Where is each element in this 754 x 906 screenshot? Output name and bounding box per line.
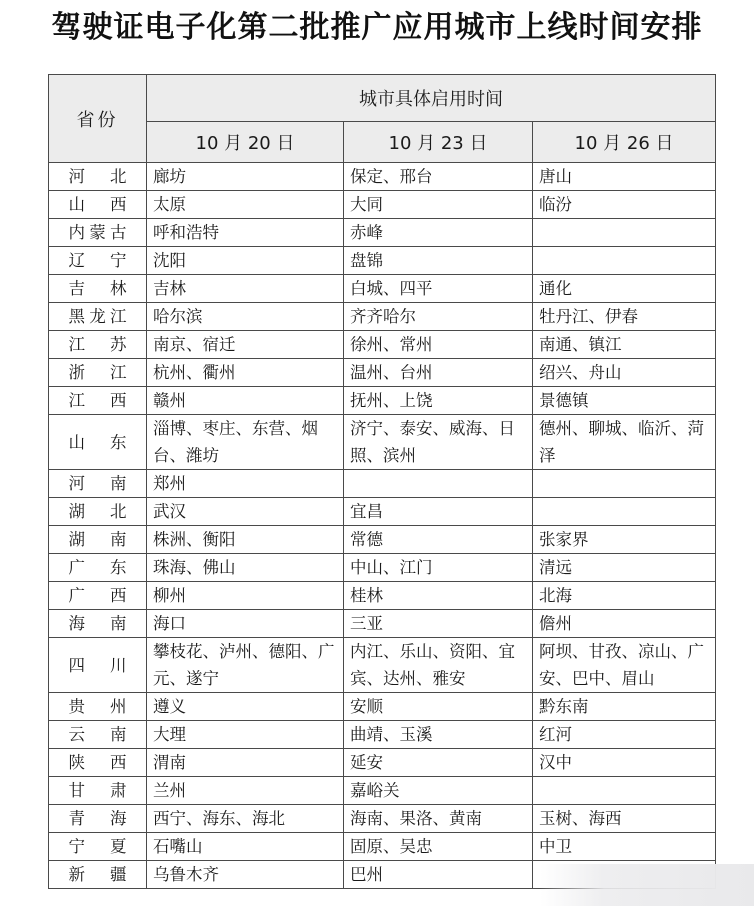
oct23-cities-cell	[344, 861, 533, 889]
province-name: 甘肃	[68, 781, 127, 800]
oct23-cities-cell	[344, 387, 533, 415]
oct20-cities: 柳州	[153, 586, 186, 605]
oct26-cities-cell	[533, 387, 716, 415]
oct20-cities: 呼和浩特	[153, 223, 219, 242]
province-name: 江西	[68, 391, 127, 410]
table-row	[49, 554, 716, 582]
oct23-cities-cell	[344, 359, 533, 387]
oct20-cities: 大理	[153, 725, 186, 744]
oct20-cities: 杭州、衢州	[153, 363, 236, 382]
oct20-cities: 武汉	[153, 502, 186, 521]
oct26-cities: 唐山	[539, 167, 572, 186]
oct23-cities: 白城、四平	[350, 279, 433, 298]
province-cell	[49, 638, 147, 693]
oct26-cities-cell	[533, 303, 716, 331]
oct23-cities-cell	[344, 470, 533, 498]
oct20-cities: 株洲、衡阳	[153, 530, 236, 549]
oct23-cities: 赤峰	[350, 223, 383, 242]
province-name: 贵州	[68, 697, 127, 716]
oct20-cities: 太原	[153, 195, 186, 214]
oct20-cities: 廊坊	[153, 167, 186, 186]
oct23-cities: 中山、江门	[350, 558, 433, 577]
oct23-cities-cell	[344, 191, 533, 219]
oct23-cities-cell	[344, 554, 533, 582]
oct23-cities: 三亚	[350, 614, 383, 633]
oct20-cities-cell	[147, 582, 344, 610]
oct23-cities: 大同	[350, 195, 383, 214]
table-row	[49, 693, 716, 721]
province-cell	[49, 526, 147, 554]
oct23-cities-cell	[344, 805, 533, 833]
oct23-cities-cell	[344, 777, 533, 805]
table-row	[49, 191, 716, 219]
oct20-cities-cell	[147, 219, 344, 247]
oct23-cities: 曲靖、玉溪	[350, 725, 433, 744]
oct20-cities-cell	[147, 191, 344, 219]
oct23-cities: 海南、果洛、黄南	[350, 809, 482, 828]
oct20-cities-cell	[147, 470, 344, 498]
oct23-cities: 常德	[350, 530, 383, 549]
oct20-cities: 攀枝花、泸州、德阳、广元、遂宁	[153, 642, 335, 688]
province-cell	[49, 610, 147, 638]
oct26-cities-cell	[533, 610, 716, 638]
oct20-cities-cell	[147, 303, 344, 331]
oct23-cities: 桂林	[350, 586, 383, 605]
oct26-cities: 通化	[539, 279, 572, 298]
province-name: 江苏	[68, 335, 127, 354]
oct23-cities: 宜昌	[350, 502, 383, 521]
province-cell	[49, 582, 147, 610]
bottom-overlay-bar	[540, 864, 754, 906]
province-cell	[49, 359, 147, 387]
oct20-cities-cell	[147, 833, 344, 861]
oct26-cities: 绍兴、舟山	[539, 363, 622, 382]
oct26-cities: 阿坝、甘孜、凉山、广安、巴中、眉山	[539, 642, 704, 688]
oct26-cities: 临汾	[539, 195, 572, 214]
oct23-cities: 温州、台州	[350, 363, 433, 382]
province-name: 广东	[68, 558, 127, 577]
oct20-cities: 淄博、枣庄、东营、烟台、潍坊	[153, 419, 318, 465]
oct26-cities: 中卫	[539, 837, 572, 856]
province-cell	[49, 861, 147, 889]
date-header-oct23: 10 月 23 日	[344, 122, 533, 163]
oct23-cities-cell	[344, 721, 533, 749]
oct23-cities: 固原、吴忠	[350, 837, 433, 856]
province-name: 吉林	[68, 279, 127, 298]
oct20-cities-cell	[147, 721, 344, 749]
province-cell	[49, 554, 147, 582]
province-name: 辽宁	[68, 251, 127, 270]
oct20-cities-cell	[147, 359, 344, 387]
province-column-header: 省份	[49, 75, 147, 163]
table-row	[49, 805, 716, 833]
oct26-cities: 南通、镇江	[539, 335, 622, 354]
province-cell	[49, 749, 147, 777]
oct26-cities-cell	[533, 359, 716, 387]
oct26-cities-cell	[533, 163, 716, 191]
oct26-cities: 汉中	[539, 753, 572, 772]
oct20-cities-cell	[147, 387, 344, 415]
date-header-oct26: 10 月 26 日	[533, 122, 716, 163]
table-row	[49, 777, 716, 805]
oct20-cities-cell	[147, 610, 344, 638]
province-name: 内蒙古	[68, 223, 127, 242]
oct26-cities: 张家界	[539, 530, 589, 549]
table-row	[49, 163, 716, 191]
oct26-cities: 儋州	[539, 614, 572, 633]
oct26-cities: 玉树、海西	[539, 809, 622, 828]
table-row	[49, 247, 716, 275]
table-row	[49, 610, 716, 638]
oct26-cities-cell	[533, 554, 716, 582]
oct23-cities: 安顺	[350, 697, 383, 716]
province-cell	[49, 777, 147, 805]
table-row	[49, 359, 716, 387]
oct26-cities-cell	[533, 498, 716, 526]
oct23-cities: 巴州	[350, 865, 383, 884]
table-row	[49, 415, 716, 470]
oct23-cities-cell	[344, 833, 533, 861]
province-cell	[49, 303, 147, 331]
province-name: 河南	[68, 474, 127, 493]
oct20-cities: 吉林	[153, 279, 186, 298]
oct26-cities-cell	[533, 219, 716, 247]
province-cell	[49, 470, 147, 498]
oct26-cities: 景德镇	[539, 391, 589, 410]
schedule-table	[48, 74, 716, 889]
oct26-cities-cell	[533, 833, 716, 861]
table-row	[49, 219, 716, 247]
province-name: 山东	[68, 432, 127, 452]
oct26-cities: 清远	[539, 558, 572, 577]
province-cell	[49, 163, 147, 191]
date-header-oct20: 10 月 20 日	[147, 122, 344, 163]
oct23-cities-cell	[344, 749, 533, 777]
oct26-cities-cell	[533, 721, 716, 749]
oct23-cities: 徐州、常州	[350, 335, 433, 354]
oct20-cities-cell	[147, 275, 344, 303]
oct26-cities-cell	[533, 693, 716, 721]
oct20-cities-cell	[147, 331, 344, 359]
oct26-cities: 牡丹江、伊春	[539, 307, 638, 326]
oct26-cities-cell	[533, 526, 716, 554]
province-cell	[49, 498, 147, 526]
oct26-cities-cell	[533, 247, 716, 275]
oct23-cities: 济宁、泰安、威海、日照、滨州	[350, 419, 515, 465]
oct26-cities: 北海	[539, 586, 572, 605]
oct26-cities: 红河	[539, 725, 572, 744]
oct23-cities: 内江、乐山、资阳、宜宾、达州、雅安	[350, 642, 515, 688]
oct20-cities: 乌鲁木齐	[153, 865, 219, 884]
table-row	[49, 303, 716, 331]
oct20-cities-cell	[147, 777, 344, 805]
oct23-cities: 抚州、上饶	[350, 391, 433, 410]
province-name: 陕西	[68, 753, 127, 772]
oct20-cities: 哈尔滨	[153, 307, 203, 326]
province-cell	[49, 415, 147, 470]
group-header: 城市具体启用时间	[147, 75, 716, 122]
oct26-cities-cell	[533, 749, 716, 777]
oct26-cities: 德州、聊城、临沂、菏泽	[539, 419, 704, 465]
province-cell	[49, 721, 147, 749]
province-cell	[49, 331, 147, 359]
oct26-cities-cell	[533, 191, 716, 219]
oct20-cities: 珠海、佛山	[153, 558, 236, 577]
oct23-cities-cell	[344, 415, 533, 470]
oct20-cities: 渭南	[153, 753, 186, 772]
oct26-cities-cell	[533, 777, 716, 805]
oct26-cities-cell	[533, 582, 716, 610]
oct26-cities-cell	[533, 275, 716, 303]
province-cell	[49, 693, 147, 721]
table-row	[49, 638, 716, 693]
oct20-cities-cell	[147, 163, 344, 191]
province-name: 浙江	[68, 363, 127, 382]
table-body	[49, 163, 716, 889]
table-row	[49, 470, 716, 498]
oct26-cities-cell	[533, 638, 716, 693]
province-name: 湖南	[68, 530, 127, 549]
oct20-cities: 沈阳	[153, 251, 186, 270]
oct23-cities: 盘锦	[350, 251, 383, 270]
oct20-cities-cell	[147, 861, 344, 889]
table-row	[49, 526, 716, 554]
table-row	[49, 331, 716, 359]
oct23-cities: 齐齐哈尔	[350, 307, 416, 326]
oct23-cities-cell	[344, 219, 533, 247]
province-cell	[49, 387, 147, 415]
oct23-cities-cell	[344, 610, 533, 638]
province-cell	[49, 247, 147, 275]
province-name: 广西	[68, 586, 127, 605]
oct26-cities-cell	[533, 415, 716, 470]
province-name: 河北	[68, 167, 127, 186]
oct20-cities-cell	[147, 498, 344, 526]
province-name: 四川	[68, 655, 127, 675]
oct20-cities-cell	[147, 247, 344, 275]
oct26-cities-cell	[533, 470, 716, 498]
table-row	[49, 749, 716, 777]
document-title: 驾驶证电子化第二批推广应用城市上线时间安排	[51, 10, 703, 45]
oct20-cities: 石嘴山	[153, 837, 203, 856]
oct26-cities: 黔东南	[539, 697, 589, 716]
oct20-cities: 赣州	[153, 391, 186, 410]
oct23-cities-cell	[344, 526, 533, 554]
table-row	[49, 582, 716, 610]
oct23-cities: 嘉峪关	[350, 781, 400, 800]
table-row	[49, 498, 716, 526]
oct23-cities-cell	[344, 498, 533, 526]
oct20-cities: 海口	[153, 614, 186, 633]
province-cell	[49, 805, 147, 833]
oct23-cities: 保定、邢台	[350, 167, 433, 186]
oct23-cities-cell	[344, 303, 533, 331]
province-cell	[49, 833, 147, 861]
oct23-cities-cell	[344, 275, 533, 303]
province-name: 青海	[68, 809, 127, 828]
oct23-cities-cell	[344, 247, 533, 275]
oct20-cities: 郑州	[153, 474, 186, 493]
province-name: 云南	[68, 725, 127, 744]
province-name: 新疆	[68, 865, 127, 884]
table-row	[49, 721, 716, 749]
oct23-cities-cell	[344, 693, 533, 721]
oct20-cities: 遵义	[153, 697, 186, 716]
oct23-cities-cell	[344, 331, 533, 359]
oct20-cities: 西宁、海东、海北	[153, 809, 285, 828]
oct20-cities-cell	[147, 415, 344, 470]
oct20-cities: 兰州	[153, 781, 186, 800]
table-row	[49, 275, 716, 303]
oct20-cities: 南京、宿迁	[153, 335, 236, 354]
oct20-cities-cell	[147, 638, 344, 693]
table-row	[49, 387, 716, 415]
province-name: 宁夏	[68, 837, 127, 856]
oct23-cities-cell	[344, 163, 533, 191]
province-cell	[49, 191, 147, 219]
province-name: 海南	[68, 614, 127, 633]
oct20-cities-cell	[147, 693, 344, 721]
oct26-cities-cell	[533, 331, 716, 359]
province-name: 湖北	[68, 502, 127, 521]
oct20-cities-cell	[147, 805, 344, 833]
oct23-cities-cell	[344, 638, 533, 693]
oct23-cities: 延安	[350, 753, 383, 772]
oct20-cities-cell	[147, 526, 344, 554]
province-cell	[49, 275, 147, 303]
oct20-cities-cell	[147, 749, 344, 777]
province-name: 黑龙江	[68, 307, 127, 326]
province-cell	[49, 219, 147, 247]
oct23-cities-cell	[344, 582, 533, 610]
table-row	[49, 833, 716, 861]
oct20-cities-cell	[147, 554, 344, 582]
oct26-cities-cell	[533, 805, 716, 833]
province-name: 山西	[68, 195, 127, 214]
